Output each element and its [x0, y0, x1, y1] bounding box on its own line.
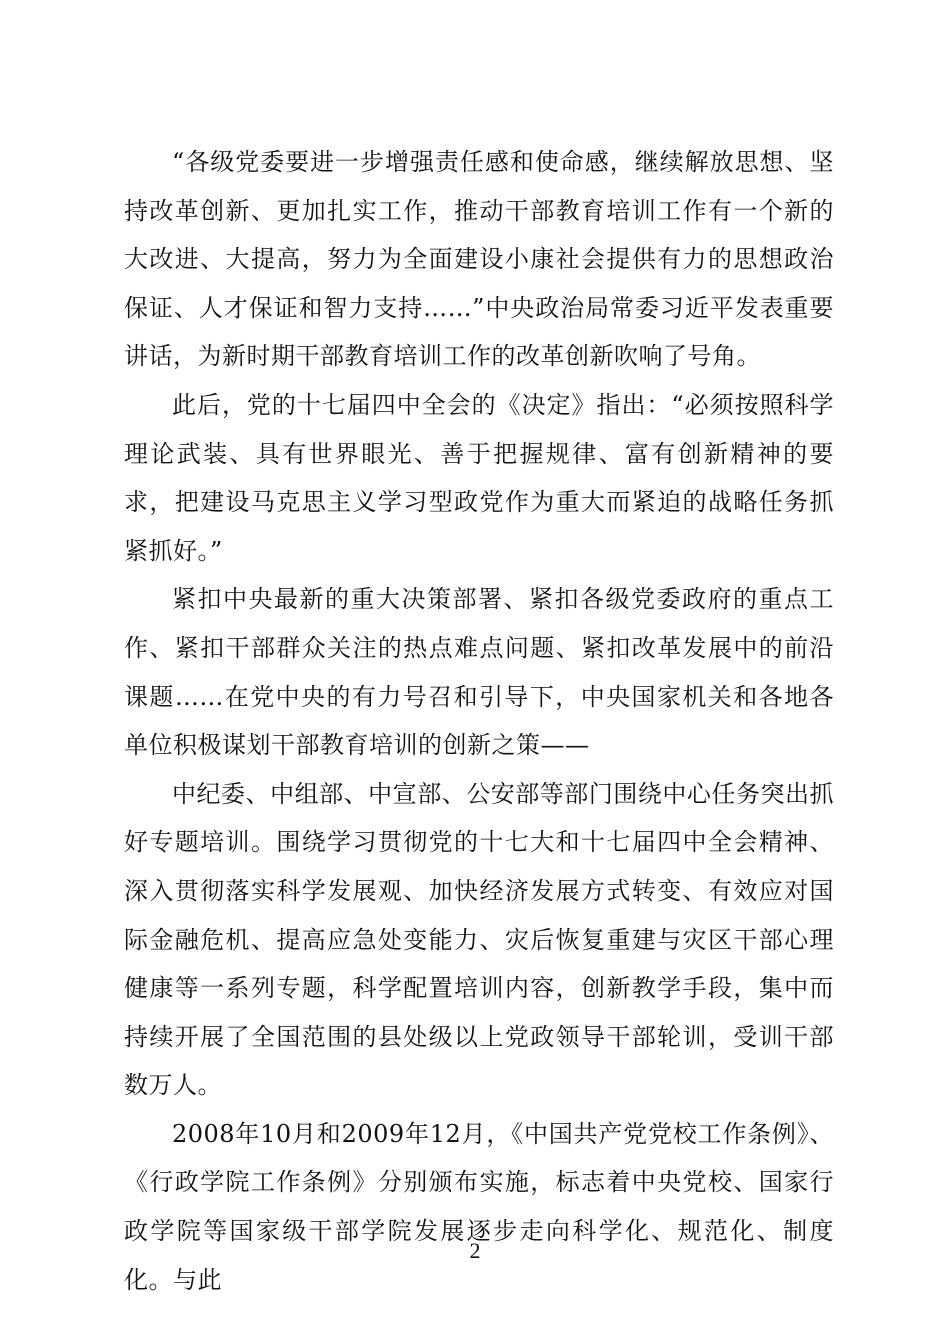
- paragraph-3: 紧扣中央最新的重大决策部署、紧扣各级党委政府的重点工作、紧扣干部群众关注的热点难点问题、紧扣改革发展中的前沿课题……在党中央的有力号召和引导下，中央国家机关和各地各单位积极谋划干部教育培训的创新之策——: [124, 585, 834, 760]
- paragraph-4: 中纪委、中组部、中宣部、公安部等部门围绕中心任务突出抓好专题培训。围绕学习贯彻党的十七大和十七届四中全会精神、深入贯彻落实科学发展观、加快经济发展方式转变、有效应对国际金融危机、提高应急处变能力、灾后恢复重建与灾区干部心理健康等一系列专题，科学配置培训内容，创新教学手段，集中而持续开展了全国范围的县处级以上党政领导干部轮训，受训干部数万人。: [124, 779, 834, 1100]
- paragraph-1: “各级党委要进一步增强责任感和使命感，继续解放思想、坚持改革创新、更加扎实工作，推动干部教育培训工作有一个新的大改进、大提高，努力为全面建设小康社会提供有力的思想政治保证、人才保证和智力支持……”中央政治局常委习近平发表重要讲话，为新时期干部教育培训工作的改革创新吹响了号角。: [124, 148, 834, 371]
- page-number: 2: [469, 1238, 481, 1263]
- paragraph-2: 此后，党的十七届四中全会的《决定》指出：“必须按照科学理论武装、具有世界眼光、善于把握规律、富有创新精神的要求，把建设马克思主义学习型政党作为重大而紧迫的战略任务抓紧抓好。”: [124, 390, 834, 565]
- paragraph-5: 2008年10月和2009年12月，《中国共产党党校工作条例》、《行政学院工作条例》分别颁布实施，标志着中央党校、国家行政学院等国家级干部学院发展逐步走向科学化、规范化、制度化。与此: [124, 1119, 834, 1294]
- document-body: [124, 138, 834, 1304]
